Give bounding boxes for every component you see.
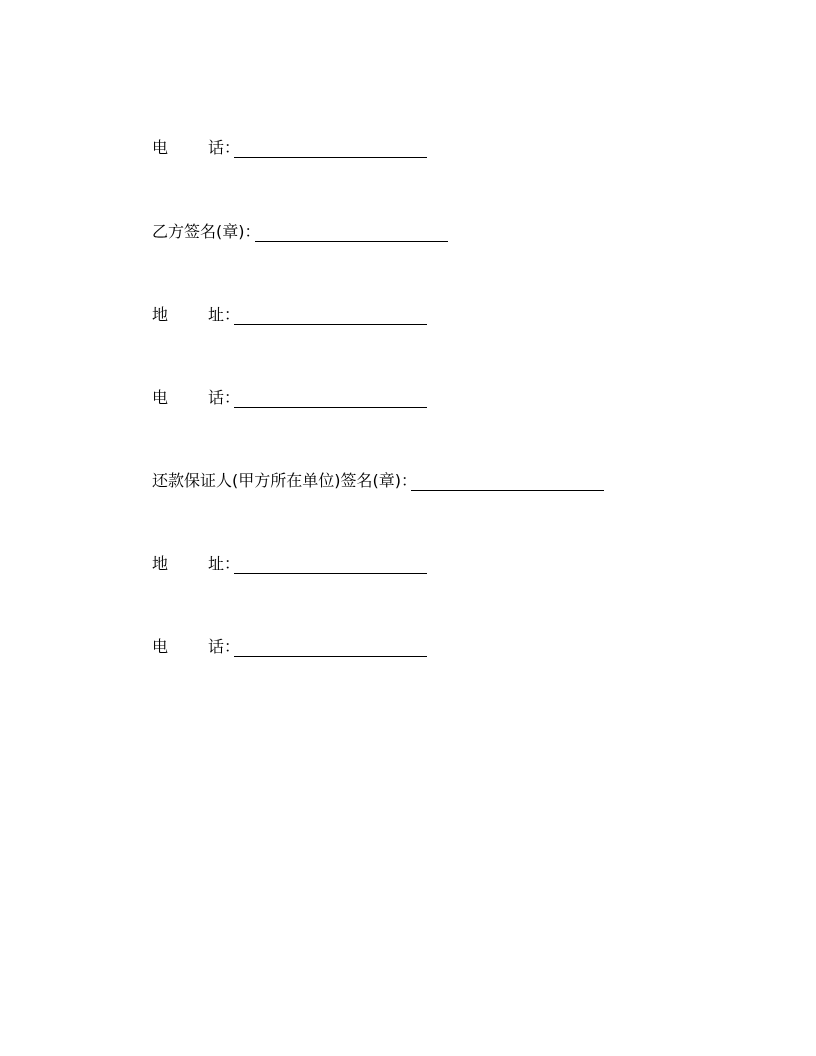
phone-row-2 <box>152 386 427 408</box>
colon: ： <box>244 222 261 241</box>
phone-blank-line[interactable] <box>234 638 427 657</box>
guarantor-signature-label: 还款保证人(甲方所在单位)签名(章) <box>152 471 401 490</box>
colon: ： <box>224 388 241 407</box>
phone-label-char-2: 话 <box>207 637 224 656</box>
address-label <box>152 305 224 325</box>
address-label-char-1: 地 <box>152 554 169 573</box>
address-blank-line[interactable] <box>234 306 427 325</box>
guarantor-signature-row <box>152 469 604 491</box>
phone-label-char-1: 电 <box>152 637 169 656</box>
phone-label-char-1: 电 <box>152 388 169 407</box>
party-b-signature-row <box>152 220 448 242</box>
colon: ： <box>224 637 241 656</box>
party-b-signature-blank-line[interactable] <box>255 223 448 242</box>
colon: ： <box>400 471 417 490</box>
colon: ： <box>224 138 241 157</box>
colon: ： <box>224 305 241 324</box>
address-label-char-2: 址 <box>207 305 224 324</box>
phone-label-char-2: 话 <box>207 138 224 157</box>
address-row-2 <box>152 552 427 574</box>
guarantor-signature-blank-line[interactable] <box>411 472 604 491</box>
phone-label <box>152 637 224 657</box>
phone-label-char-1: 电 <box>152 138 169 157</box>
address-label-char-2: 址 <box>207 554 224 573</box>
address-label-char-1: 地 <box>152 305 169 324</box>
phone-label <box>152 138 224 158</box>
phone-label-char-2: 话 <box>207 388 224 407</box>
party-b-signature-label: 乙方签名(章) <box>152 222 245 241</box>
address-blank-line[interactable] <box>234 555 427 574</box>
address-label <box>152 554 224 574</box>
phone-label <box>152 388 224 408</box>
phone-blank-line[interactable] <box>234 389 427 408</box>
phone-row-3 <box>152 635 427 657</box>
address-row-1 <box>152 303 427 325</box>
phone-row-1 <box>152 136 427 158</box>
colon: ： <box>224 554 241 573</box>
phone-blank-line[interactable] <box>234 139 427 158</box>
